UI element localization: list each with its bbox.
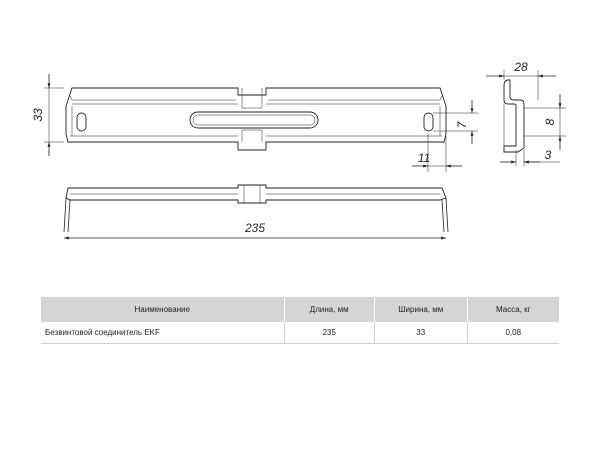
front-view [31,74,478,172]
header-length: Длина, мм [284,297,374,322]
cell-length: 235 [284,322,374,344]
header-name: Наименование [41,297,284,322]
cell-name: Безвинтовой соединитель EKF [41,322,284,344]
header-width: Ширина, мм [374,297,467,322]
dim-slot-width: 7 [455,121,469,129]
dim-length: 235 [244,221,266,235]
dim-height: 33 [31,108,45,122]
table-header-row [41,297,559,322]
side-profile-view [486,60,566,166]
spec-table [41,297,559,344]
cell-mass: 0,08 [467,322,559,344]
table-row [41,322,559,344]
dim-flange: 8 [543,118,557,126]
top-view [64,185,448,238]
dim-depth: 28 [514,60,528,74]
dim-edge-offset: 11 [417,151,431,165]
dim-lip: 3 [544,148,552,162]
header-mass: Масса, кг [467,297,559,322]
cell-width: 33 [374,322,467,344]
